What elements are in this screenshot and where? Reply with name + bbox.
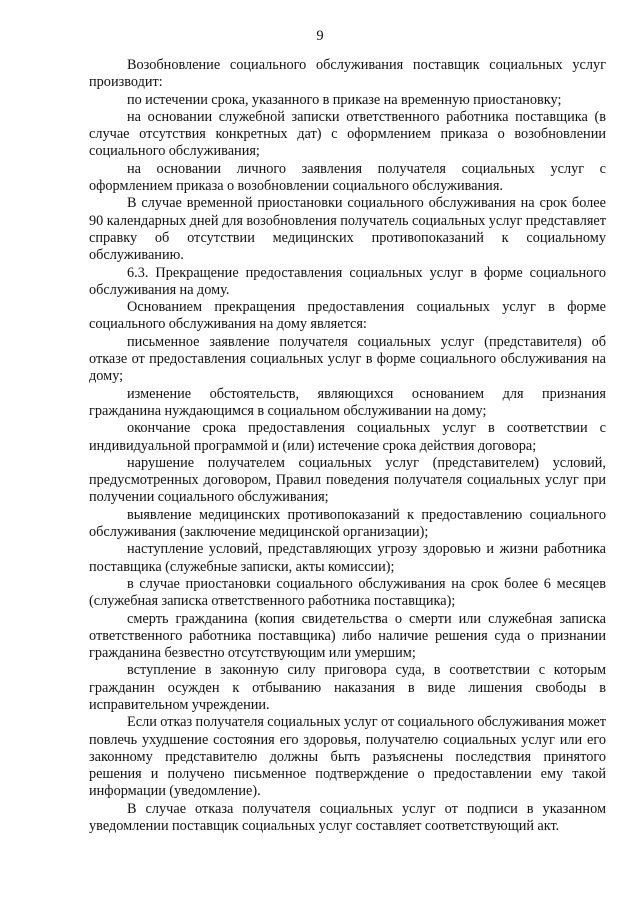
paragraph-resumption-application: на основании личного заявления получателя социальных услуг с оформлением приказа о возобновлении социального обслуживания. (89, 160, 606, 195)
page-number: 9 (316, 28, 324, 44)
paragraph-resumption-memo: на основании служебной записки ответственного работника поставщика (в случае отсутствия конкретных дат) с оформлением приказа о возобновлении социального обслуживания; (89, 108, 606, 160)
list-item-threat-to-worker: наступление условий, представляющих угрозу здоровью и жизни работника поставщика (служебные записки, акты комиссии); (89, 541, 606, 575)
list-item-contract-violation: нарушение получателем социальных услуг (представителем) условий, предусмотренных договором, Правил поведения получателя социальных услуг при получении социального обслуживания; (89, 454, 606, 506)
section-heading-6-3: 6.3. Прекращение предоставления социальных услуг в форме социального обслуживания на дому. (89, 264, 606, 298)
paragraph-refusal-consequences: Если отказ получателя социальных услуг от социального обслуживания может повлечь ухудшение состояния его здоровья, получателю социальных услуг или его законному представителю должны быть разъяснены последствия принятого решения и получено письменное подтверждение о предоставлении ему такой информации (уведомление). (89, 714, 607, 800)
list-item-term-end: окончание срока предоставления социальных услуг в соответствии с индивидуальной программой и (или) истечение срока действия договора; (89, 420, 606, 454)
paragraph-refusal-to-sign: В случае отказа получателя социальных услуг от подписи в указанном уведомлении поставщик социальных услуг составляет соответствующий акт. (89, 800, 606, 835)
document-body (89, 57, 606, 835)
list-item-suspension-over-6-months: в случае приостановки социального обслуживания на срок более 6 месяцев (служебная записка ответственного работника поставщика); (89, 575, 606, 610)
list-item-medical-contraindications: выявление медицинских противопоказаний к предоставлению социального обслуживания (заключение медицинской организации); (89, 506, 606, 541)
list-item-death-or-missing: смерть гражданина (копия свидетельства о смерти или служебная записка ответственного работника поставщика) либо наличие решения суда о признании гражданина безвестно отсутствующим или умершим; (89, 610, 606, 662)
list-item-written-refusal: письменное заявление получателя социальных услуг (представителя) об отказе от предоставления социальных услуг в форме социального обслуживания на дому; (89, 333, 606, 385)
list-item-circumstances-change: изменение обстоятельств, являющихся основанием для признания гражданина нуждающимся в социальном обслуживании на дому; (89, 385, 606, 419)
paragraph-termination-grounds-intro: Основанием прекращения предоставления социальных услуг в форме социального обслуживания на дому является: (89, 299, 606, 333)
paragraph-resumption-term-expiry: по истечении срока, указанного в приказе на временную приостановку; (127, 91, 562, 108)
paragraph-resumption-intro: Возобновление социального обслуживания поставщик социальных услуг производит: (89, 57, 606, 91)
paragraph-medical-certificate: В случае временной приостановки социального обслуживания на срок более 90 календарных дней для возобновления получатель социальных услуг представляет справку об отсутствии медицинских противопоказаний к социальному обслуживанию. (89, 195, 606, 264)
list-item-court-sentence: вступление в законную силу приговора суда, в соответствии с которым гражданин осужден к отбыванию наказания в виде лишения свободы в исправительном учреждении. (89, 662, 606, 713)
